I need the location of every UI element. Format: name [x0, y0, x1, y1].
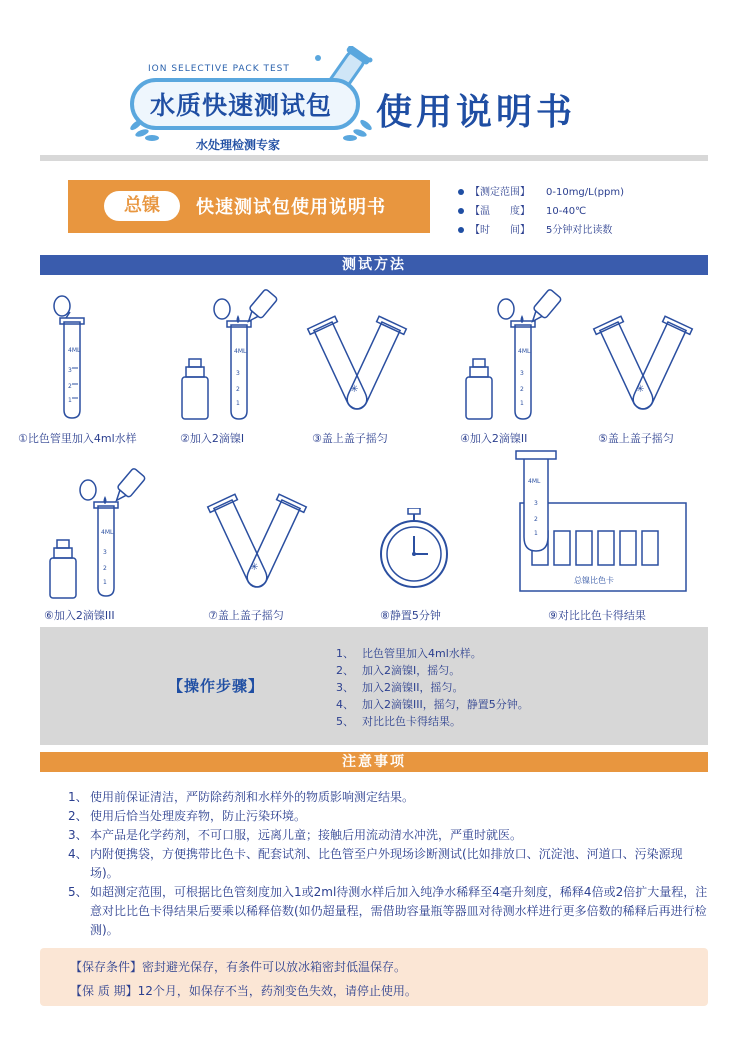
step-6-illustration: [48, 462, 158, 602]
shaking-tubes-icon: [588, 312, 698, 422]
shelf-life: 【保 质 期】12个月，如保存不当，药剂变色失效，请停止使用。: [70, 984, 417, 998]
dropper-bottle-tube-icon: [48, 462, 158, 602]
svg-text:3: 3: [103, 549, 107, 556]
product-banner: [68, 180, 430, 233]
step-4-caption: ④加入2滴镍II: [460, 432, 528, 445]
operation-title: 【操作步骤】: [168, 677, 265, 695]
storage-condition: 【保存条件】密封避光保存，有条件可以放冰箱密封低温保存。: [70, 960, 407, 974]
product-tag-label: 总镍: [124, 195, 160, 216]
svg-text:总镍比色卡: 总镍比色卡: [574, 576, 614, 585]
step-3-illustration: [302, 312, 412, 422]
svg-text:✳: ✳: [250, 562, 259, 573]
document-title: 使用说明书: [376, 92, 577, 133]
svg-text:1: 1: [236, 400, 240, 407]
step-1-caption: ①比色管里加入4ml水样: [18, 432, 137, 445]
svg-text:3: 3: [68, 367, 72, 374]
color-card-icon: [510, 447, 690, 597]
svg-text:1: 1: [103, 579, 107, 586]
logo-english-text: ION SELECTIVE PACK TEST: [148, 64, 290, 74]
step-5-illustration: [588, 312, 698, 422]
list-item: 3、 本产品是化学药剂，不可口服，远离儿童；接触后用流动清水冲洗，严重时就医。: [68, 828, 523, 842]
svg-text:2: 2: [68, 383, 72, 390]
operation-list: [336, 645, 529, 730]
svg-text:1: 1: [68, 397, 72, 404]
list-item: 4、 内附便携袋，方便携带比色卡、配套试剂、比色管至户外现场诊断测试(比如排放口、沉淀池、河道口、污染源现场)。: [68, 847, 683, 880]
step-9-illustration: [510, 447, 690, 597]
step-2-illustration: [176, 285, 286, 425]
svg-text:✳: ✳: [350, 384, 359, 395]
svg-text:4ML: 4ML: [528, 478, 541, 485]
logo-subtitle: 水处理检测专家: [196, 138, 281, 152]
notes-list: [68, 788, 708, 940]
svg-text:3: 3: [534, 500, 538, 507]
list-item: 4、 加入2滴镍III，摇匀，静置5分钟。: [336, 698, 529, 711]
section-test-method: 测试方法: [40, 255, 708, 275]
list-item: 5、 如超测定范围，可根据比色管刻度加入1或2ml待测水样后加入纯净水稀释至4毫升刻度，稀释4倍或2倍扩大量程，注意对比比色卡得结果后要乘以稀释倍数(如仍超量程，需借助容量瓶等器皿对待测水样进行更多倍数的稀释后再进行检测)。: [68, 885, 708, 937]
stopwatch-icon: [376, 508, 452, 592]
list-item: 3、 加入2滴镍II，摇匀。: [336, 681, 464, 694]
step-5-caption: ⑤盖上盖子摇匀: [598, 432, 674, 445]
header: [0, 0, 750, 165]
list-item: 2、 加入2滴镍I，摇匀。: [336, 664, 461, 677]
step-6-caption: ⑥加入2滴镍III: [44, 609, 115, 622]
spec-time: 【时 间】 5分钟对比读数: [458, 221, 624, 240]
list-item: 1、 比色管里加入4ml水样。: [336, 647, 482, 660]
step-8-caption: ⑧静置5分钟: [380, 609, 441, 622]
spec-temperature: 【温 度】 10-40℃: [458, 202, 624, 221]
product-tag: [104, 191, 180, 221]
section-notes: 注意事项: [40, 752, 708, 772]
svg-text:2: 2: [236, 386, 240, 393]
svg-text:2: 2: [534, 516, 538, 523]
step-1-illustration: [44, 292, 104, 422]
spec-range: 【测定范围】 0-10mg/L(ppm): [458, 183, 624, 202]
bullet-icon: [458, 208, 464, 214]
step-2-caption: ②加入2滴镍I: [180, 432, 245, 445]
dropper-bottle-tube-icon: [460, 285, 570, 425]
svg-text:2: 2: [103, 565, 107, 572]
storage-info: [40, 948, 708, 1006]
logo-title: 水质快速测试包: [150, 91, 333, 120]
svg-text:4ML: 4ML: [518, 348, 531, 355]
step-8-illustration: [376, 508, 452, 592]
bullet-icon: [458, 189, 464, 195]
svg-text:3: 3: [236, 370, 240, 377]
step-3-caption: ③盖上盖子摇匀: [312, 432, 388, 445]
svg-text:1: 1: [520, 400, 524, 407]
bullet-icon: [458, 227, 464, 233]
step-9-caption: ⑨对比比色卡得结果: [548, 609, 646, 622]
svg-text:4ML: 4ML: [234, 348, 247, 355]
svg-text:✳: ✳: [636, 384, 645, 395]
list-item: 1、 使用前保证清洁，严防除药剂和水样外的物质影响测定结果。: [68, 790, 415, 804]
step-7-caption: ⑦盖上盖子摇匀: [208, 609, 284, 622]
spec-list: [458, 183, 624, 240]
banner-title: 快速测试包使用说明书: [196, 197, 386, 218]
svg-text:4ML: 4ML: [68, 347, 81, 354]
svg-text:4ML: 4ML: [101, 529, 114, 536]
test-tube-icon: [44, 292, 104, 422]
step-7-illustration: [202, 490, 312, 600]
list-item: 2、 使用后恰当处理废弃物，防止污染环境。: [68, 809, 307, 823]
shaking-tubes-icon: [202, 490, 312, 600]
dropper-bottle-tube-icon: [176, 285, 286, 425]
svg-text:2: 2: [520, 386, 524, 393]
shaking-tubes-icon: [302, 312, 412, 422]
step-4-illustration: [460, 285, 570, 425]
header-divider: [40, 155, 708, 161]
svg-text:3: 3: [520, 370, 524, 377]
operation-panel: [40, 627, 708, 745]
list-item: 5、 对比比色卡得结果。: [336, 715, 461, 728]
svg-text:1: 1: [534, 530, 538, 537]
